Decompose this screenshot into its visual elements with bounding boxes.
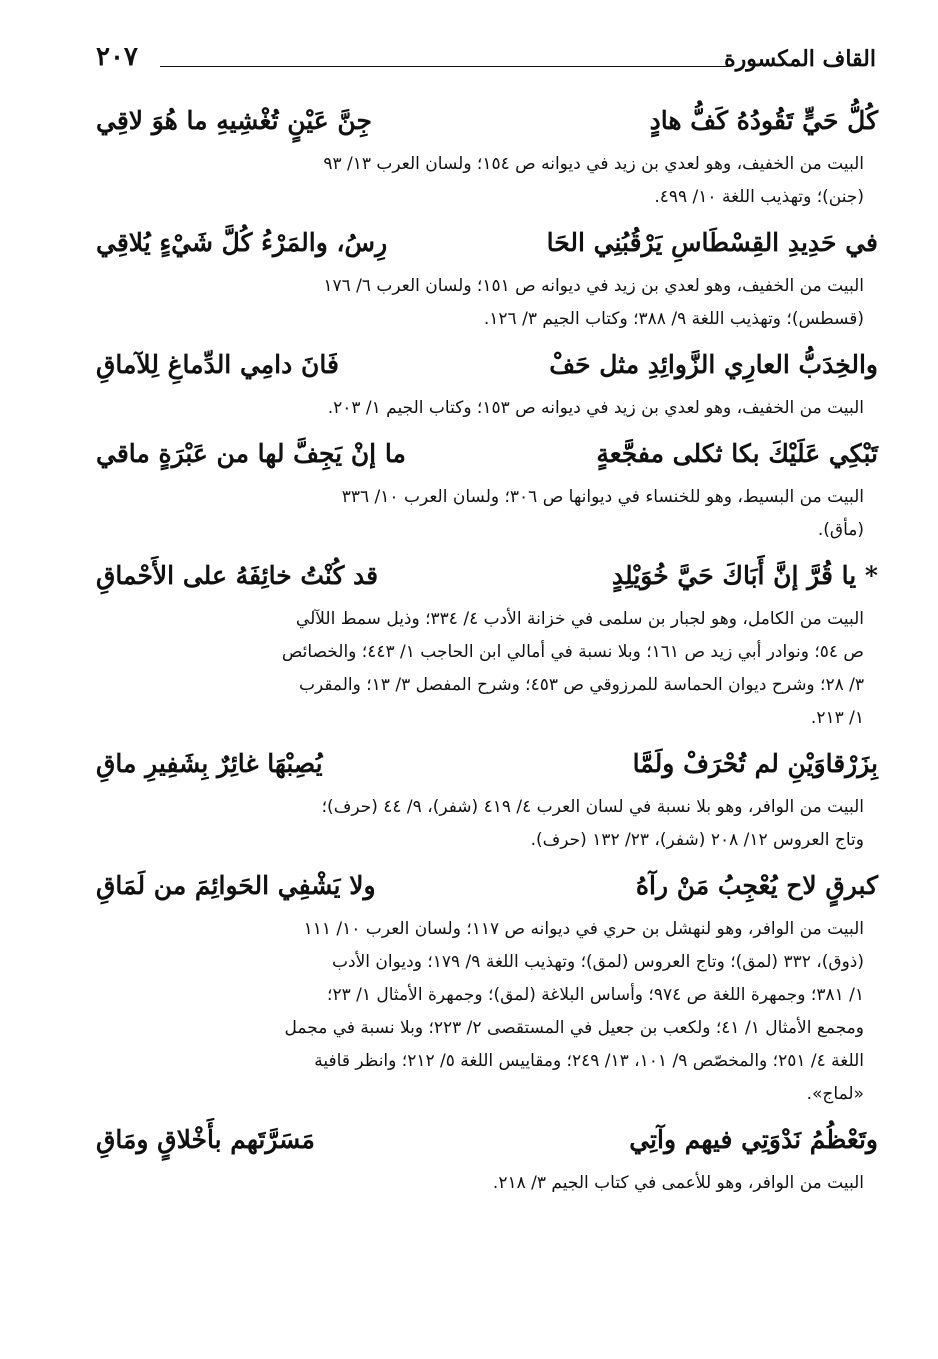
verse-first-hemistich: بِزَرْقاوَيْنِ لم تُحْرَفْ ولَمَّا [632,748,878,778]
verse-second-hemistich: فَانَ دامِي الدِّماغِ لِلآماقِ [96,349,339,379]
commentary-line: (جنن)؛ وتهذيب اللغة ١٠/ ٤٩٩. [654,187,864,207]
commentary-line: ومجمع الأمثال ١/ ٤١؛ ولكعب بن جعيل في المستقصى ٢/ ٢٢٣؛ وبلا نسبة في مجمل [284,1018,864,1038]
commentary-line: ص ٥٤؛ ونوادر أبي زيد ص ١٦١؛ وبلا نسبة في أمالي ابن الحاجب ١/ ٤٤٣؛ والخصائص [281,642,864,662]
chapter-title: القاف المكسورة [724,46,876,72]
commentary-line: وتاج العروس ١٢/ ٢٠٨ (شفر)، ٢٣/ ١٣٢ (حرف). [530,830,864,850]
verse-second-hemistich: مَسَرَّتَهم بأَخْلاقٍ ومَاقِ [96,1124,315,1154]
commentary-line: (قسطس)؛ وتهذيب اللغة ٩/ ٣٨٨؛ وكتاب الجيم ٣/ ١٢٦. [483,309,864,329]
commentary-line: اللغة ٤/ ٢٥١؛ والمخصّص ٩/ ١٠١، ١٣/ ٢٤٩؛ ومقاييس اللغة ٥/ ٢١٢؛ وانظر قافية [314,1051,864,1071]
verse-entry [96,1111,878,1200]
poetry-verse [96,857,878,913]
commentary-line: ١/ ٣٨١؛ وجمهرة اللغة ص ٩٧٤؛ وأساس البلاغة (لمق)؛ وجمهرة الأمثال ١/ ٢٣؛ [327,985,864,1005]
verse-first-hemistich: * يا قُرَّ إنَّ أَبَاكَ حَيَّ خُوَيْلِدٍ [611,560,878,590]
commentary-line: البيت من الكامل، وهو لجبار بن سلمى في خزانة الأدب ٤/ ٣٣٤؛ وذيل سمط اللآلي [295,609,864,629]
verse-first-hemistich: والخِدَبُّ العارِي الزَّوائِدِ مثل حَفْ [549,349,878,379]
commentary-line: ١/ ٢١٣. [810,708,864,728]
verse-second-hemistich: يُصِبْهَا غائِرٌ بِشَفِيرِ ماقِ [96,748,323,778]
verse-commentary [96,148,864,214]
verse-entry [96,214,878,336]
commentary-line: ٣/ ٢٨؛ وشرح ديوان الحماسة للمرزوقي ص ٤٥٣؛ وشرح المفصل ٣/ ١٣؛ والمقرب [298,675,864,695]
commentary-line: البيت من الوافر، وهو للأعمى في كتاب الجيم ٣/ ٢١٨. [492,1173,864,1193]
verse-commentary [96,603,864,735]
poetry-verse [96,92,878,148]
commentary-line: البيت من الوافر، وهو بلا نسبة في لسان العرب ٤/ ٤١٩ (شفر)، ٩/ ٤٤ (حرف)؛ [321,797,864,817]
poetry-verse [96,214,878,270]
header-rule [160,66,728,67]
poetry-verse [96,735,878,791]
verse-first-hemistich: كُلُّ حَيٍّ تَقُودُهُ كَفُّ هادٍ [649,105,878,135]
verse-first-hemistich: في حَدِيدِ القِسْطَاسِ يَرْقُبُنِي الحَا [546,227,878,257]
verse-commentary [96,1167,864,1200]
commentary-line: البيت من البسيط، وهو للخنساء في ديوانها ص ٣٠٦؛ ولسان العرب ١٠/ ٣٣٦ [341,487,864,507]
verse-commentary [96,481,864,547]
commentary-line: البيت من الخفيف، وهو لعدي بن زيد في ديوانه ص ١٥١؛ ولسان العرب ٦/ ١٧٦ [323,276,864,296]
verse-second-hemistich: رِسُ، والمَرْءُ كُلَّ شَيْءٍ يُلاقِي [96,227,388,257]
verse-commentary [96,913,864,1111]
verse-first-hemistich: وتَعْظُمُ نَدْوَتِي فيهم وآتِي [629,1124,878,1154]
verse-second-hemistich: ما إنْ يَجِفَّ لها من عَبْرَةٍ ماقي [96,438,406,468]
poetry-verse [96,425,878,481]
verse-commentary [96,392,864,425]
commentary-line: البيت من الوافر، وهو لنهشل بن حري في ديوانه ص ١١٧؛ ولسان العرب ١٠/ ١١١ [303,919,864,939]
page-number: ٢٠٧ [96,42,138,72]
verse-entry [96,735,878,857]
verse-second-hemistich: جِنَّ عَيْنٍ تُغْشِيهِ ما هُوَ لاقِي [96,105,372,135]
verse-commentary [96,791,864,857]
commentary-line: البيت من الخفيف، وهو لعدي بن زيد في ديوانه ص ١٥٣؛ وكتاب الجيم ١/ ٢٠٣. [327,398,864,418]
poetry-verse [96,336,878,392]
commentary-line: «لماج». [806,1084,864,1104]
verse-entry [96,547,878,735]
verse-entry [96,425,878,547]
page-content [96,92,878,1200]
poetry-verse [96,1111,878,1167]
verse-first-hemistich: كبرقٍ لاح يُعْجِبُ مَنْ رآهُ [635,870,878,900]
verse-entry [96,92,878,214]
commentary-line: (ذوق)، ٣٣٢ (لمق)؛ وتاج العروس (لمق)؛ وتهذيب اللغة ٩/ ١٧٩؛ وديوان الأدب [332,952,864,972]
commentary-line: (مأق). [817,520,864,540]
verse-commentary [96,270,864,336]
verse-entry [96,336,878,425]
page-header [96,42,876,78]
commentary-line: البيت من الخفيف، وهو لعدي بن زيد في ديوانه ص ١٥٤؛ ولسان العرب ١٣/ ٩٣ [323,154,864,174]
verse-first-hemistich: تَبْكِي عَلَيْكَ بكا ثكلى مفجَّعةٍ [596,438,878,468]
verse-second-hemistich: قد كُنْتُ خائِفَهُ على الأَحْماقِ [96,560,379,590]
poetry-verse [96,547,878,603]
verse-second-hemistich: ولا يَشْفِي الحَوائِمَ من لَمَاقِ [96,870,376,900]
verse-entry [96,857,878,1111]
